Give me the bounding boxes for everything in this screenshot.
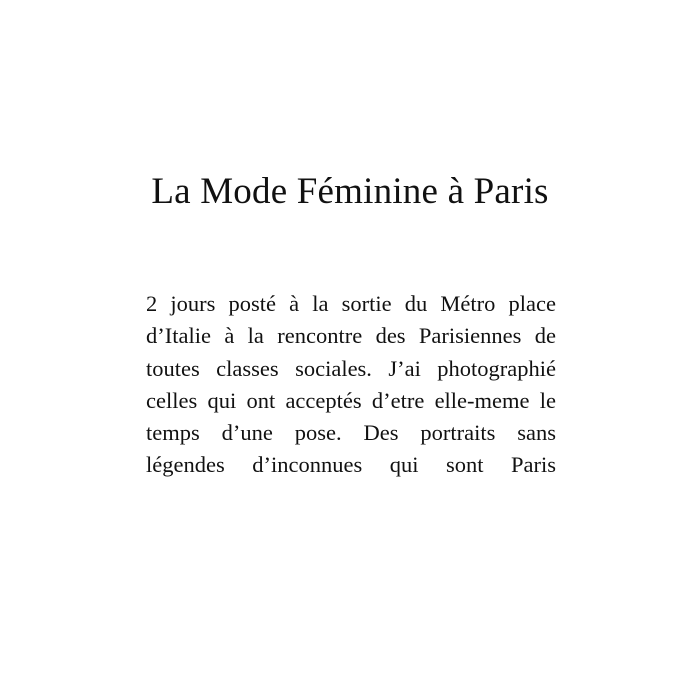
page-title: La Mode Féminine à Paris [151, 171, 549, 212]
body-paragraph: 2 jours posté à la sortie du Métro place d’Italie à la rencontre des Parisiennes de toutes classes sociales. J’ai photographié celles qui ont acceptés d’etre elle-meme le temps d’une pose. Des portraits sans légendes d’inconnues qui sont Paris [146, 291, 556, 478]
